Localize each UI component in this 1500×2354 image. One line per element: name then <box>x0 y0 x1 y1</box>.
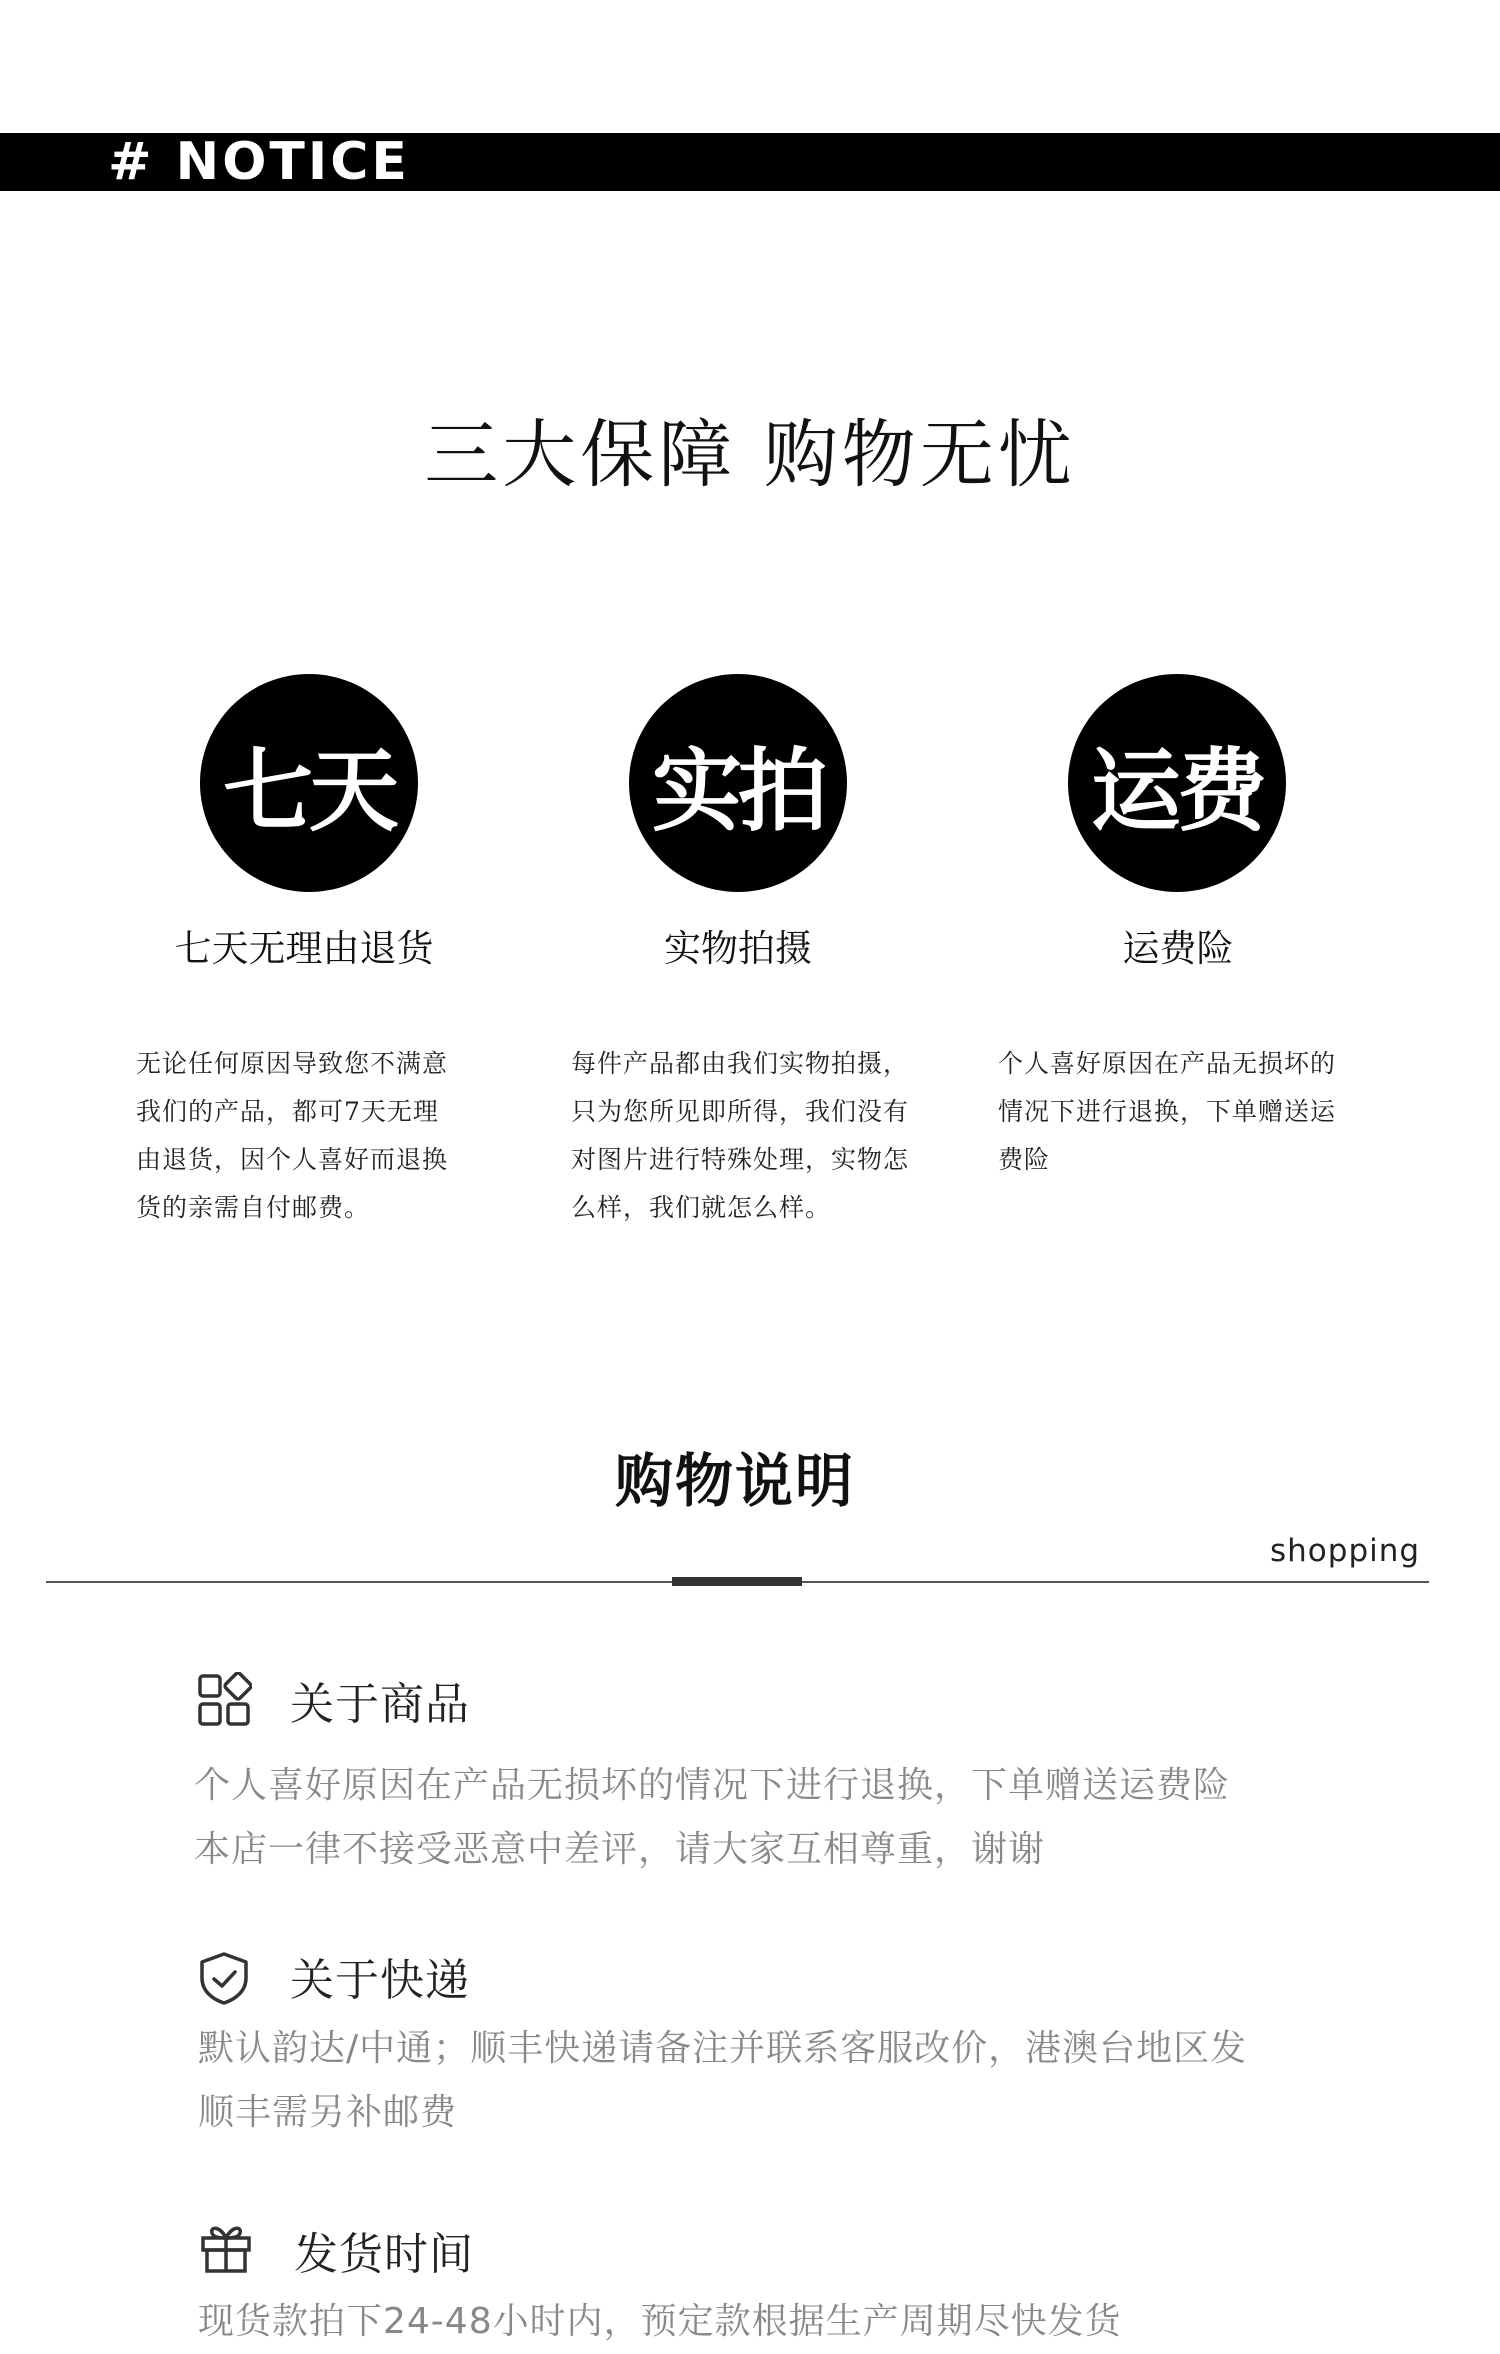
shopping-title: 购物说明 <box>614 1447 855 1515</box>
badge-real-photo: 实拍 <box>629 674 847 892</box>
guarantee-item-desc: 个人喜好原因在产品无损坏的 情况下进行退换，下单赠送运 费险 <box>998 1049 1337 1174</box>
guarantee-item-desc: 无论任何原因导致您不满意 我们的产品，都可7天无理 由退货，因个人喜好而退换 货的亲需自付邮费。 <box>136 1049 449 1222</box>
badge-seven-days: 七天 <box>200 674 418 892</box>
item-body-shipping-time: 现货款拍下24-48小时内，预定款根据生产周期尽快发货 <box>198 2301 1122 2342</box>
item-body-products: 个人喜好原因在产品无损坏的情况下进行退换，下单赠送运费险 本店一律不接受恶意中差评，请大家互相尊重，谢谢 <box>194 1765 1231 1870</box>
badge-shipping-fee: 运费 <box>1068 674 1286 892</box>
shopping-tag: shopping <box>1270 1533 1421 1569</box>
guarantee-item-desc: 每件产品都由我们实物拍摄， 只为您所见即所得，我们没有 对图片进行特殊处理，实物怎 么样，我们就怎么样。 <box>571 1049 910 1222</box>
item-title-shipping-time: 发货时间 <box>294 2229 474 2280</box>
gift-icon <box>198 2218 254 2274</box>
divider-accent <box>672 1577 802 1586</box>
guarantee-item-title: 七天无理由退货 <box>174 927 434 970</box>
item-title-products: 关于商品 <box>290 1679 470 1730</box>
guarantee-item-title: 运费险 <box>1122 927 1234 970</box>
guarantee-title: 三大保障 购物无忧 <box>424 412 1076 498</box>
shield-check-icon <box>196 1950 252 2006</box>
guarantee-item-title: 实物拍摄 <box>664 927 812 970</box>
grid-icon <box>196 1672 252 1728</box>
item-title-delivery: 关于快递 <box>290 1955 470 2006</box>
item-body-delivery: 默认韵达/中通；顺丰快递请备注并联系客服改价，港澳台地区发 顺丰需另补邮费 <box>198 2028 1248 2133</box>
notice-label: # NOTICE <box>108 132 410 192</box>
